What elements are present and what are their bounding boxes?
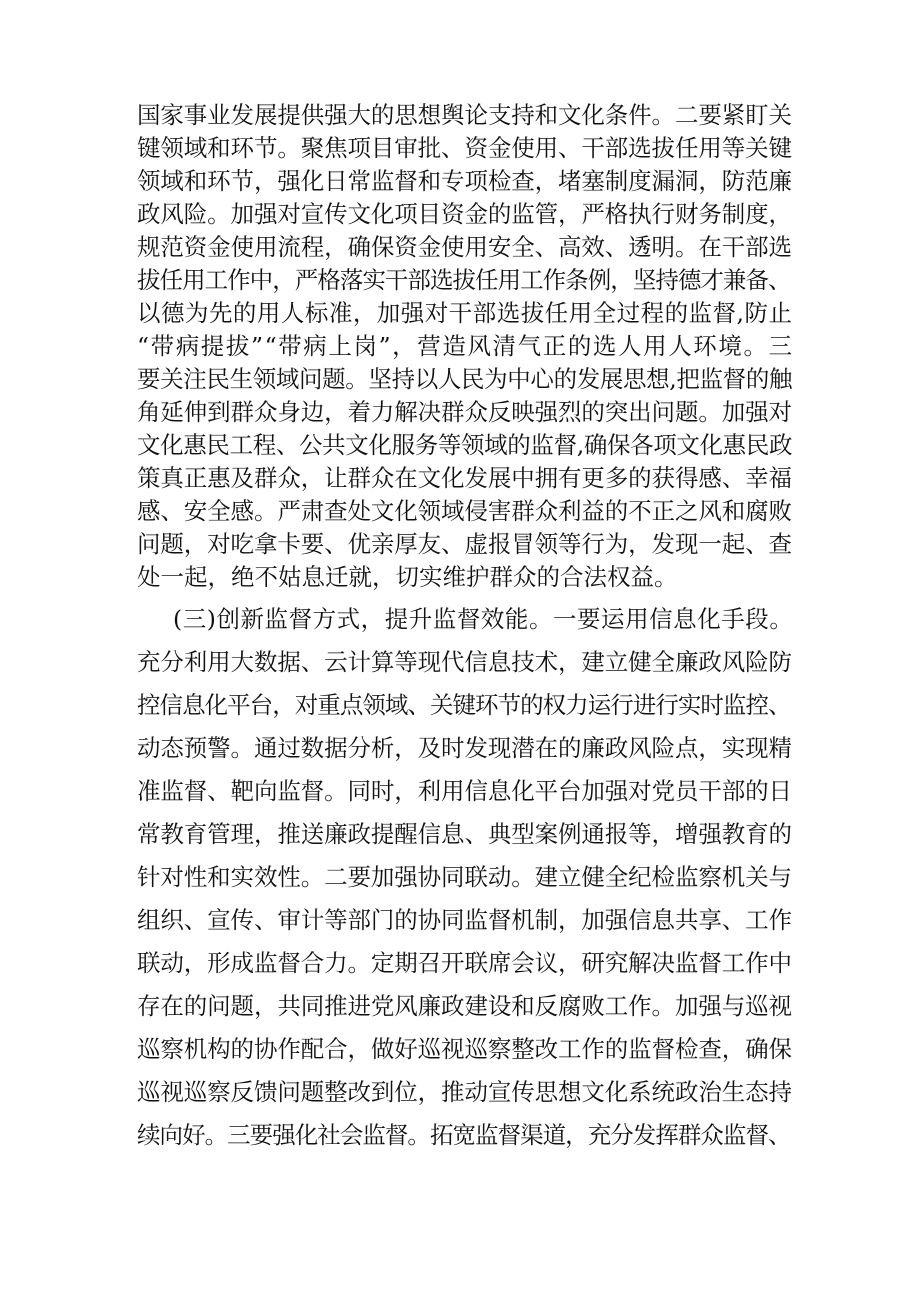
paragraph-line: 拔任用工作中，严格落实干部选拔任用工作条例，坚持德才兼备、 bbox=[137, 266, 791, 294]
paragraph-line: 续向好。三要强化社会监督。拓宽监督渠道，充分发挥群众监督、 bbox=[137, 1121, 791, 1149]
paragraph-line: 针对性和实效性。二要加强协同联动。建立健全纪检监察机关与 bbox=[137, 863, 792, 891]
paragraph-line: 巡视巡察反馈问题整改到位，推动宣传思想文化系统政治生态持 bbox=[137, 1078, 792, 1106]
paragraph-line: 感、安全感。严肃查处文化领域侵害群众利益的不正之风和腐败 bbox=[137, 497, 792, 525]
paragraph-line: 文化惠民工程、公共文化服务等领域的监督,确保各项文化惠民政 bbox=[137, 431, 793, 459]
paragraph-line: 巡察机构的协作配合，做好巡视巡察整改工作的监督检查，确保 bbox=[137, 1035, 792, 1063]
paragraph-line: 领域和环节，强化日常监督和专项检查，堵塞制度漏洞，防范廉 bbox=[137, 167, 792, 195]
paragraph-line: 控信息化平台，对重点领域、关键环节的权力运行进行实时监控、 bbox=[137, 691, 791, 719]
paragraph-line: 联动，形成监督合力。定期召开联席会议，研究解决监督工作中 bbox=[137, 949, 792, 977]
paragraph-line: 充分利用大数据、云计算等现代信息技术，建立健全廉政风险防 bbox=[137, 648, 792, 676]
paragraph-line: 准监督、靶向监督。同时，利用信息化平台加强对党员干部的日 bbox=[137, 777, 792, 805]
paragraph-line: 处一起，绝不姑息迁就，切实维护群众的合法权益。 bbox=[137, 563, 678, 591]
section-heading-line: (三)创新监督方式，提升监督效能。一要运用信息化手段。 bbox=[173, 605, 794, 633]
paragraph-line: 政风险。加强对宣传文化项目资金的监管，严格执行财务制度， bbox=[137, 200, 792, 228]
paragraph-line: 键领域和环节。聚焦项目审批、资金使用、干部选拔任用等关键 bbox=[137, 134, 792, 162]
paragraph-line: 动态预警。通过数据分析，及时发现潜在的廉政风险点，实现精 bbox=[137, 734, 792, 762]
paragraph-line: 策真正惠及群众，让群众在文化发展中拥有更多的获得感、幸福 bbox=[137, 464, 792, 492]
paragraph-line: 以德为先的用人标准，加强对干部选拔任用全过程的监督,防止 bbox=[137, 299, 793, 327]
paragraph-line: 规范资金使用流程，确保资金使用安全、高效、透明。在干部选 bbox=[137, 233, 792, 261]
paragraph-line: 常教育管理，推送廉政提醒信息、典型案例通报等，增强教育的 bbox=[137, 820, 792, 848]
paragraph-line: 要关注民生领域问题。坚持以人民为中心的发展思想,把监督的触 bbox=[137, 365, 793, 393]
paragraph-line: 问题，对吃拿卡要、优亲厚友、虚报冒领等行为，发现一起、查 bbox=[137, 530, 792, 558]
paragraph-line: 国家事业发展提供强大的思想舆论支持和文化条件。二要紧盯关 bbox=[137, 101, 792, 129]
paragraph-line: 角延伸到群众身边，着力解决群众反映强烈的突出问题。加强对 bbox=[137, 398, 792, 426]
paragraph-line: “带病提拔”“带病上岗”，营造风清气正的选人用人环境。三 bbox=[137, 332, 794, 360]
paragraph-line: 组织、宣传、审计等部门的协同监督机制，加强信息共享、工作 bbox=[137, 906, 792, 934]
paragraph-line: 存在的问题，共同推进党风廉政建设和反腐败工作。加强与巡视 bbox=[137, 992, 792, 1020]
